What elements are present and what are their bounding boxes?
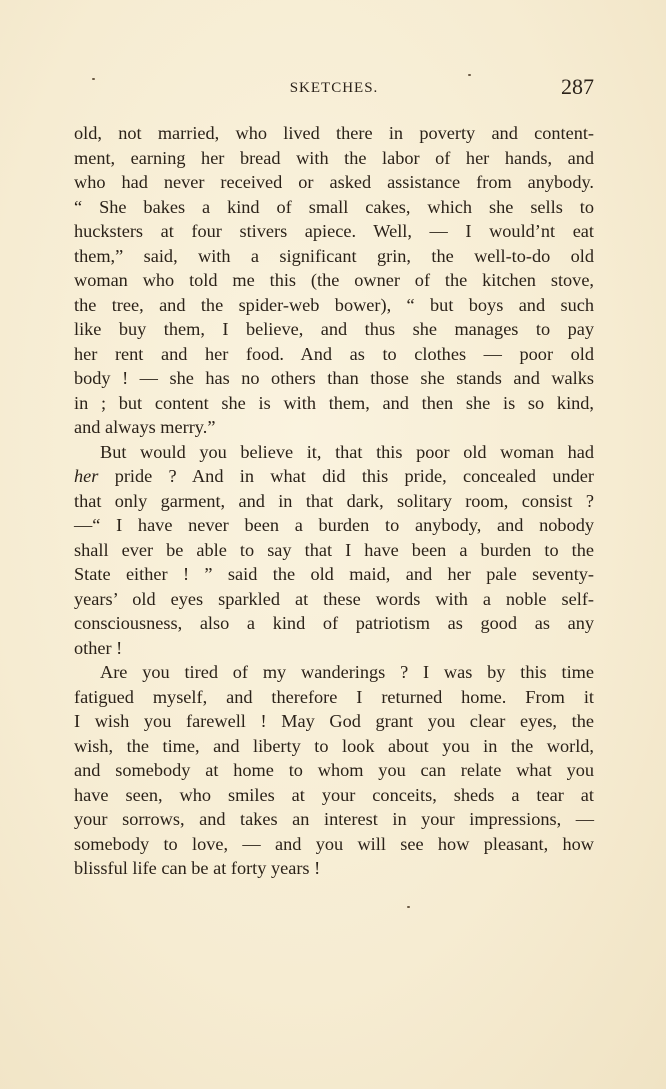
text-line: have seen, who smiles at your conceits, sheds a tear at bbox=[74, 784, 594, 805]
text-line-rest: pride ? And in what did this pride, concealed under bbox=[114, 466, 594, 486]
paper-speck bbox=[92, 78, 95, 80]
page-header bbox=[74, 76, 594, 106]
text-line: “ She bakes a kind of small cakes, which she sells to bbox=[74, 196, 594, 217]
text-line: years’ old eyes sparkled at these words with a noble self- bbox=[74, 588, 594, 609]
text-line: hucksters at four stivers apiece. Well, — I would’nt eat bbox=[74, 221, 594, 241]
text-line: wish, the time, and liberty to look about you in the world, bbox=[74, 735, 594, 756]
page-number: 287 bbox=[561, 74, 594, 99]
text-line: shall ever be able to say that I have been a burden to the bbox=[74, 539, 594, 560]
text-line: ment, earning her bread with the labor of her hands, and bbox=[74, 147, 594, 168]
text-line: her rent and her food. And as to clothes — poor old bbox=[74, 343, 594, 364]
text-line: fatigued myself, and therefore I returned home. From it bbox=[74, 686, 594, 707]
text-line: other ! bbox=[74, 637, 123, 658]
text-line: Are you tired of my wanderings ? I was by this time bbox=[100, 662, 594, 682]
paragraph-2 bbox=[74, 440, 594, 661]
text-line: who had never received or asked assistance from anybody. bbox=[74, 172, 594, 192]
paper-speck bbox=[468, 74, 471, 76]
text-line: consciousness, also a kind of patriotism as good as any bbox=[74, 613, 594, 633]
text-line: in ; but content she is with them, and then she is so kind, bbox=[74, 392, 594, 413]
paragraph-3 bbox=[74, 660, 594, 881]
body-text bbox=[74, 121, 594, 881]
text-line-with-italic bbox=[74, 464, 594, 489]
text-line: blissful life can be at forty years ! bbox=[74, 858, 321, 878]
text-line: and always merry.” bbox=[74, 417, 216, 437]
text-line: State either ! ” said the old maid, and her pale seventy- bbox=[74, 564, 594, 584]
text-line: woman who told me this (the owner of the kitchen stove, bbox=[74, 270, 594, 290]
text-line: that only garment, and in that dark, solitary room, consist ? bbox=[74, 490, 594, 511]
text-line: your sorrows, and takes an interest in your impressions, — bbox=[74, 809, 594, 829]
text-line: I wish you farewell ! May God grant you clear eyes, the bbox=[74, 711, 594, 731]
text-line: like buy them, I believe, and thus she manages to pay bbox=[74, 319, 594, 339]
running-title: SKETCHES. bbox=[289, 80, 379, 96]
text-line: body ! — she has no others than those she stands and walks bbox=[74, 368, 594, 388]
text-line: them,” said, with a significant grin, the well-to-do old bbox=[74, 245, 594, 266]
text-line: But would you believe it, that this poor old woman had bbox=[100, 441, 594, 462]
text-line: —“ I have never been a burden to anybody, and nobody bbox=[74, 515, 594, 535]
text-line: and somebody at home to whom you can relate what you bbox=[74, 760, 594, 780]
text-line: the tree, and the spider-web bower), “ but boys and such bbox=[74, 294, 594, 315]
paragraph-1 bbox=[74, 121, 594, 440]
text-line: somebody to love, — and you will see how pleasant, how bbox=[74, 833, 594, 854]
text-line: old, not married, who lived there in poverty and content- bbox=[74, 123, 594, 143]
italic-word: her bbox=[74, 466, 99, 486]
paper-speck bbox=[407, 906, 410, 908]
